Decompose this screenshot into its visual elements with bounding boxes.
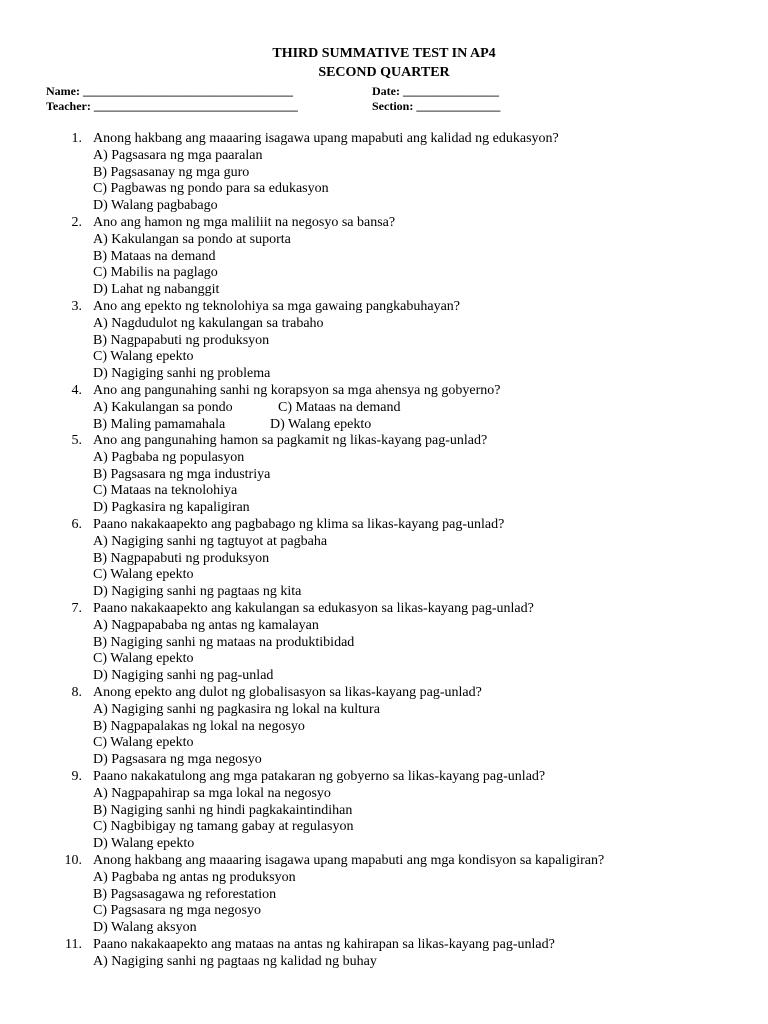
question-number: 4. [71, 383, 82, 398]
answer-option: B) Nagpapabuti ng produksyon [93, 332, 270, 348]
question-text: Paano nakakaapekto ang mataas na antas ng kahirapan sa likas-kayang pag-unlad? [93, 937, 555, 952]
answer-option: D) Nagiging sanhi ng pag-unlad [93, 668, 274, 684]
question-number: 11. [65, 937, 82, 952]
answer-option: C) Walang epekto [93, 567, 194, 583]
question-text: Anong hakbang ang maaaring isagawa upang mapabuti ang mga kondisyon sa kapaligiran? [93, 853, 605, 868]
question-text: Paano nakakaapekto ang kakulangan sa edukasyon sa likas-kayang pag-unlad? [93, 601, 534, 616]
answer-option: B) Nagpapalakas ng lokal na negosyo [93, 718, 305, 734]
question-number: 6. [71, 517, 82, 532]
test-title: THIRD SUMMATIVE TEST IN AP4 [272, 46, 496, 61]
answer-option: A) Pagbaba ng populasyon [93, 449, 245, 465]
answer-option: D) Nagiging sanhi ng pagtaas ng kita [93, 584, 302, 600]
answer-option: A) Kakulangan sa pondo at suporta [93, 231, 291, 247]
answer-option: C) Pagbawas ng pondo para sa edukasyon [93, 181, 329, 197]
date-field: Date: ________________ [372, 84, 499, 98]
answer-option: B) Mataas na demand [93, 248, 216, 264]
answer-option: A) Nagiging sanhi ng tagtuyot at pagbaha [93, 533, 328, 549]
answer-option: D) Lahat ng nabanggit [93, 282, 220, 298]
answer-option: A) Nagpapahirap sa mga lokal na negosyo [93, 785, 331, 801]
answer-option: A) Nagiging sanhi ng pagkasira ng lokal na kultura [93, 701, 380, 717]
answer-option: B) Nagiging sanhi ng hindi pagkakaintindihan [93, 802, 353, 818]
question-number: 3. [71, 299, 82, 314]
answer-option: B) Nagpapabuti ng produksyon [93, 550, 270, 566]
answer-option: C) Pagsasara ng mga negosyo [93, 903, 261, 919]
answer-option: C) Walang epekto [93, 735, 194, 751]
answer-option: C) Mataas na teknolohiya [93, 483, 238, 499]
answer-option: D) Walang epekto [270, 416, 372, 432]
answer-option: B) Pagsasagawa ng reforestation [93, 886, 277, 902]
answer-option: A) Pagsasara ng mga paaralan [93, 147, 263, 163]
section-field: Section: ______________ [372, 99, 501, 113]
question-text: Ano ang hamon ng mga maliliit na negosyo sa bansa? [93, 215, 396, 230]
answer-option: C) Walang epekto [93, 651, 194, 667]
answer-option: A) Nagdudulot ng kakulangan sa trabaho [93, 315, 324, 331]
answer-option: C) Nagbibigay ng tamang gabay at regulasyon [93, 819, 354, 835]
answer-option: A) Kakulangan sa pondo [93, 399, 233, 415]
answer-option: B) Pagsasara ng mga industriya [93, 466, 271, 482]
answer-option: B) Maling pamamahala [93, 416, 226, 432]
question-number: 10. [64, 853, 82, 868]
answer-option: A) Pagbaba ng antas ng produksyon [93, 869, 296, 885]
question-text: Ano ang pangunahing sanhi ng korapsyon sa mga ahensya ng gobyerno? [93, 383, 501, 398]
test-subtitle: SECOND QUARTER [318, 65, 450, 80]
answer-option: C) Mataas na demand [278, 399, 401, 415]
question-text: Anong epekto ang dulot ng globalisasyon sa likas-kayang pag-unlad? [93, 685, 482, 700]
answer-option: D) Pagsasara ng mga negosyo [93, 752, 262, 768]
name-field: Name: ___________________________________ [46, 84, 293, 98]
teacher-field: Teacher: __________________________________ [46, 99, 298, 113]
question-number: 2. [71, 215, 82, 230]
question-text: Paano nakakatulong ang mga patakaran ng gobyerno sa likas-kayang pag-unlad? [93, 769, 546, 784]
question-number: 9. [71, 769, 82, 784]
answer-option: C) Mabilis na paglago [93, 265, 218, 281]
answer-option: B) Pagsasanay ng mga guro [93, 164, 250, 180]
question-number: 1. [71, 131, 82, 146]
answer-option: A) Nagiging sanhi ng pagtaas ng kalidad ng buhay [93, 953, 377, 969]
question-text: Ano ang epekto ng teknolohiya sa mga gawaing pangkabuhayan? [93, 299, 461, 314]
answer-option: B) Nagiging sanhi ng mataas na produktibidad [93, 634, 355, 650]
answer-option: A) Nagpapababa ng antas ng kamalayan [93, 617, 319, 633]
question-number: 8. [71, 685, 82, 700]
question-text: Anong hakbang ang maaaring isagawa upang mapabuti ang kalidad ng edukasyon? [93, 131, 559, 146]
question-text: Paano nakakaapekto ang pagbabago ng klima sa likas-kayang pag-unlad? [93, 517, 505, 532]
question-number: 7. [71, 601, 82, 616]
answer-option: D) Walang epekto [93, 836, 195, 852]
answer-option: D) Nagiging sanhi ng problema [93, 366, 271, 382]
answer-option: D) Walang aksyon [93, 920, 197, 936]
question-number: 5. [71, 433, 82, 448]
answer-option: D) Pagkasira ng kapaligiran [93, 500, 250, 516]
answer-option: D) Walang pagbabago [93, 198, 218, 214]
question-text: Ano ang pangunahing hamon sa pagkamit ng likas-kayang pag-unlad? [93, 433, 488, 448]
answer-option: C) Walang epekto [93, 349, 194, 365]
